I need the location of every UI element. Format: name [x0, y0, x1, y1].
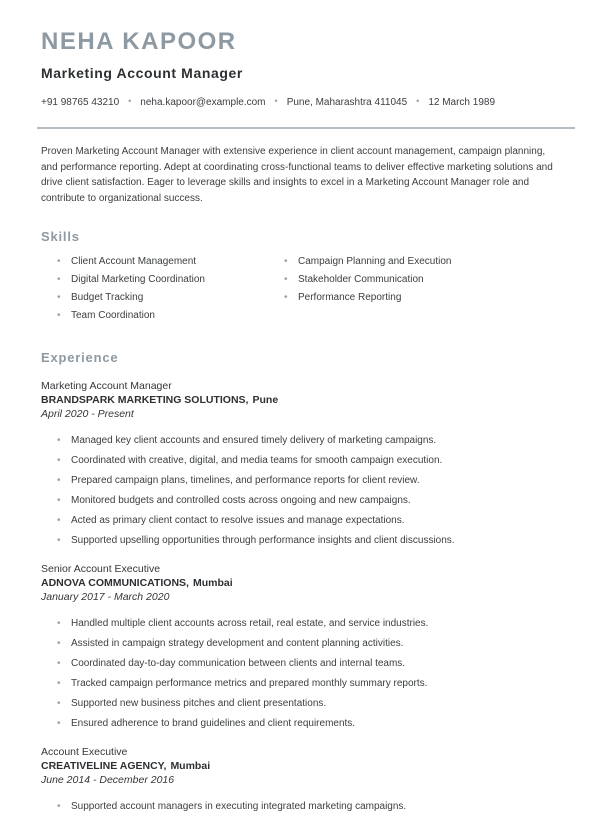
- skills-list-right: [268, 255, 495, 327]
- skill-item: • Stakeholder Communication: [298, 273, 495, 287]
- contact-item: 12 March 1989: [428, 97, 496, 108]
- jobs-container: [41, 379, 572, 814]
- job-bullet: • Supported new business pitches and client presentations.: [71, 697, 572, 711]
- contact-separator-dot: •: [128, 96, 132, 106]
- skill-item: • Team Coordination: [71, 309, 268, 323]
- contact-item: Pune, Maharashtra 411045: [286, 97, 408, 108]
- job-bullet: • Supported account managers in executing integrated marketing campaigns.: [71, 800, 572, 814]
- job-dates: April 2020 - Present: [41, 408, 134, 420]
- job-bullet: • Coordinated day-to-day communication between clients and internal teams.: [71, 657, 572, 671]
- contact-separator-dot: •: [274, 96, 278, 106]
- header-divider: [37, 127, 575, 129]
- job-dates: June 2014 - December 2016: [41, 774, 175, 786]
- skill-item: • Campaign Planning and Execution: [298, 255, 495, 269]
- job-role-title: Senior Account Executive: [41, 563, 161, 575]
- job-bullet: • Handled multiple client accounts across retail, real estate, and service industries.: [71, 617, 572, 631]
- job-location: Mumbai: [192, 577, 233, 589]
- skill-item: • Client Account Management: [71, 255, 268, 269]
- person-job-title: Marketing Account Manager: [41, 65, 243, 81]
- job-location: Pune: [252, 394, 279, 406]
- job-bullet: • Ensured adherence to brand guidelines and client requirements.: [71, 717, 572, 731]
- skills-columns: [41, 255, 572, 327]
- job-company-line: ADNOVA COMMUNICATIONS, Mumbai: [41, 577, 233, 589]
- skills-list-left: [41, 255, 268, 327]
- experience-heading: Experience: [41, 350, 119, 365]
- skill-item: • Digital Marketing Coordination: [71, 273, 268, 287]
- skills-section: [41, 229, 572, 327]
- job-bullet-list: [41, 800, 572, 814]
- job-bullet: • Coordinated with creative, digital, and media teams for smooth campaign execution.: [71, 454, 572, 468]
- person-name: NEHA KAPOOR: [41, 28, 237, 55]
- job-bullet: • Monitored budgets and controlled costs across ongoing and new campaigns.: [71, 494, 572, 508]
- job-bullet: • Tracked campaign performance metrics and prepared monthly summary reports.: [71, 677, 572, 691]
- skill-item: • Budget Tracking: [71, 291, 268, 305]
- job-company-line: CREATIVELINE AGENCY, Mumbai: [41, 760, 211, 772]
- job-entry: [41, 379, 572, 548]
- job-entry: [41, 562, 572, 731]
- contact-item: neha.kapoor@example.com: [140, 97, 266, 108]
- contact-row: [41, 96, 572, 108]
- job-bullet-list: [41, 434, 572, 548]
- job-bullet: • Assisted in campaign strategy development and content planning activities.: [71, 637, 572, 651]
- job-bullet: • Supported upselling opportunities through performance insights and client discussions.: [71, 534, 572, 548]
- skill-item: • Performance Reporting: [298, 291, 495, 305]
- job-dates: January 2017 - March 2020: [41, 591, 170, 603]
- job-bullet-list: [41, 617, 572, 731]
- resume-header: [41, 28, 572, 129]
- job-bullet: • Managed key client accounts and ensured timely delivery of marketing campaigns.: [71, 434, 572, 448]
- job-location: Mumbai: [170, 760, 211, 772]
- contact-separator-dot: •: [416, 96, 420, 106]
- job-company-line: BRANDSPARK MARKETING SOLUTIONS, Pune: [41, 394, 279, 406]
- job-bullet: • Acted as primary client contact to resolve issues and manage expectations.: [71, 514, 572, 528]
- job-role-title: Marketing Account Manager: [41, 380, 172, 392]
- summary-paragraph: Proven Marketing Account Manager with extensive experience in client account management, campaign planning, and performance reporting. Adept at coordinating cross-functional teams to deliver effective marketing solutions and drive client satisfaction. Eager to leverage skills and insights to excel in a Marketing Account Manager role and contribute to organizational success.: [41, 146, 553, 204]
- job-bullet: • Prepared campaign plans, timelines, and performance reports for client review.: [71, 474, 572, 488]
- experience-section: [41, 350, 572, 814]
- skills-heading: Skills: [41, 229, 80, 244]
- contact-item: +91 98765 43210: [41, 97, 120, 108]
- job-role-title: Account Executive: [41, 746, 128, 758]
- job-entry: [41, 745, 572, 814]
